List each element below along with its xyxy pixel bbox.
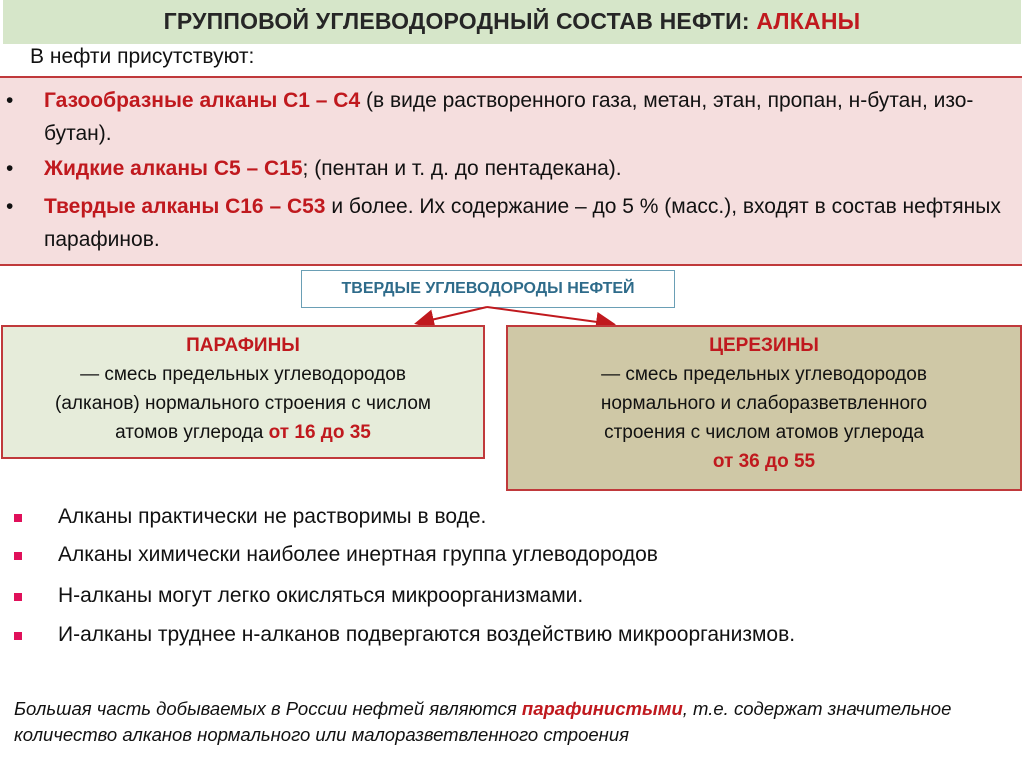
paraffins-line bbox=[3, 418, 483, 447]
paraffins-line-text: атомов углерода bbox=[115, 422, 269, 443]
ceresins-box bbox=[506, 325, 1022, 491]
square-bullet-icon bbox=[14, 514, 22, 522]
paraffins-range: от 16 до 35 bbox=[268, 422, 371, 443]
bullet-dot-icon: • bbox=[6, 157, 14, 180]
fact-item bbox=[58, 505, 486, 529]
fact-text: Алканы химически наиболее инертная группа углеводородов bbox=[58, 543, 658, 566]
fact-text: Алканы практически не растворимы в воде. bbox=[58, 505, 487, 528]
slide-title-highlight: АЛКАНЫ bbox=[756, 8, 861, 34]
fact-text: И-алканы труднее н-алканов подвергаются воздействию микроорганизмов. bbox=[58, 623, 796, 646]
footer-text: Большая часть добываемых в России нефтей являются bbox=[14, 698, 522, 719]
fact-item bbox=[58, 623, 795, 647]
paraffins-box bbox=[1, 325, 485, 459]
slide-title-main: ГРУППОВОЙ УГЛЕВОДОРОДНЫЙ СОСТАВ НЕФТИ: bbox=[163, 8, 757, 34]
footer-note bbox=[14, 696, 1014, 748]
square-bullet-icon bbox=[14, 552, 22, 560]
paraffins-title: ПАРАФИНЫ bbox=[186, 335, 300, 356]
arrow-right-icon bbox=[487, 307, 612, 324]
paraffins-line: — смесь предельных углеводородов bbox=[80, 364, 406, 385]
alkane-group-name: Газообразные алканы С1 – С4 bbox=[44, 89, 361, 112]
footer-text: , т.е. содержат значительное количество алканов нормального или малоразветвленного строения bbox=[14, 698, 952, 745]
bullet-dot-icon: • bbox=[6, 195, 14, 218]
fact-item bbox=[58, 584, 583, 608]
ceresins-line: — смесь предельных углеводородов bbox=[601, 364, 927, 385]
arrow-left-icon bbox=[418, 307, 487, 323]
alkane-group-desc: (в виде растворенного газа, метан, этан, пропан, н-бутан, изо-бутан). bbox=[44, 89, 974, 145]
paraffins-line: (алканов) нормального строения с числом bbox=[55, 393, 431, 414]
fact-item bbox=[58, 543, 658, 567]
fact-text: Н-алканы могут легко окисляться микроорганизмами. bbox=[58, 584, 584, 607]
solid-hydrocarbons-label: ТВЕРДЫЕ УГЛЕВОДОРОДЫ НЕФТЕЙ bbox=[301, 270, 675, 308]
ceresins-line: нормального и слаборазветвленного bbox=[600, 393, 928, 414]
ceresins-range: от 36 до 55 bbox=[712, 451, 816, 472]
square-bullet-icon bbox=[14, 593, 22, 601]
bullet-dot-icon: • bbox=[6, 89, 14, 112]
alkane-group-name: Жидкие алканы С5 – С15 bbox=[44, 157, 303, 180]
alkane-group-desc: и более. Их содержание – до 5 % (масс.), входят в состав нефтяных парафинов. bbox=[44, 195, 1001, 251]
footer-highlight: парафинистыми bbox=[521, 698, 683, 719]
ceresins-line: строения с числом атомов углерода bbox=[604, 422, 924, 443]
intro-text: В нефти присутствуют: bbox=[30, 45, 255, 68]
ceresins-title: ЦЕРЕЗИНЫ bbox=[709, 335, 819, 356]
square-bullet-icon bbox=[14, 632, 22, 640]
alkane-group-name: Твердые алканы С16 – С53 bbox=[44, 195, 326, 218]
alkane-group-desc: ; (пентан и т. д. до пентадекана). bbox=[302, 157, 622, 180]
